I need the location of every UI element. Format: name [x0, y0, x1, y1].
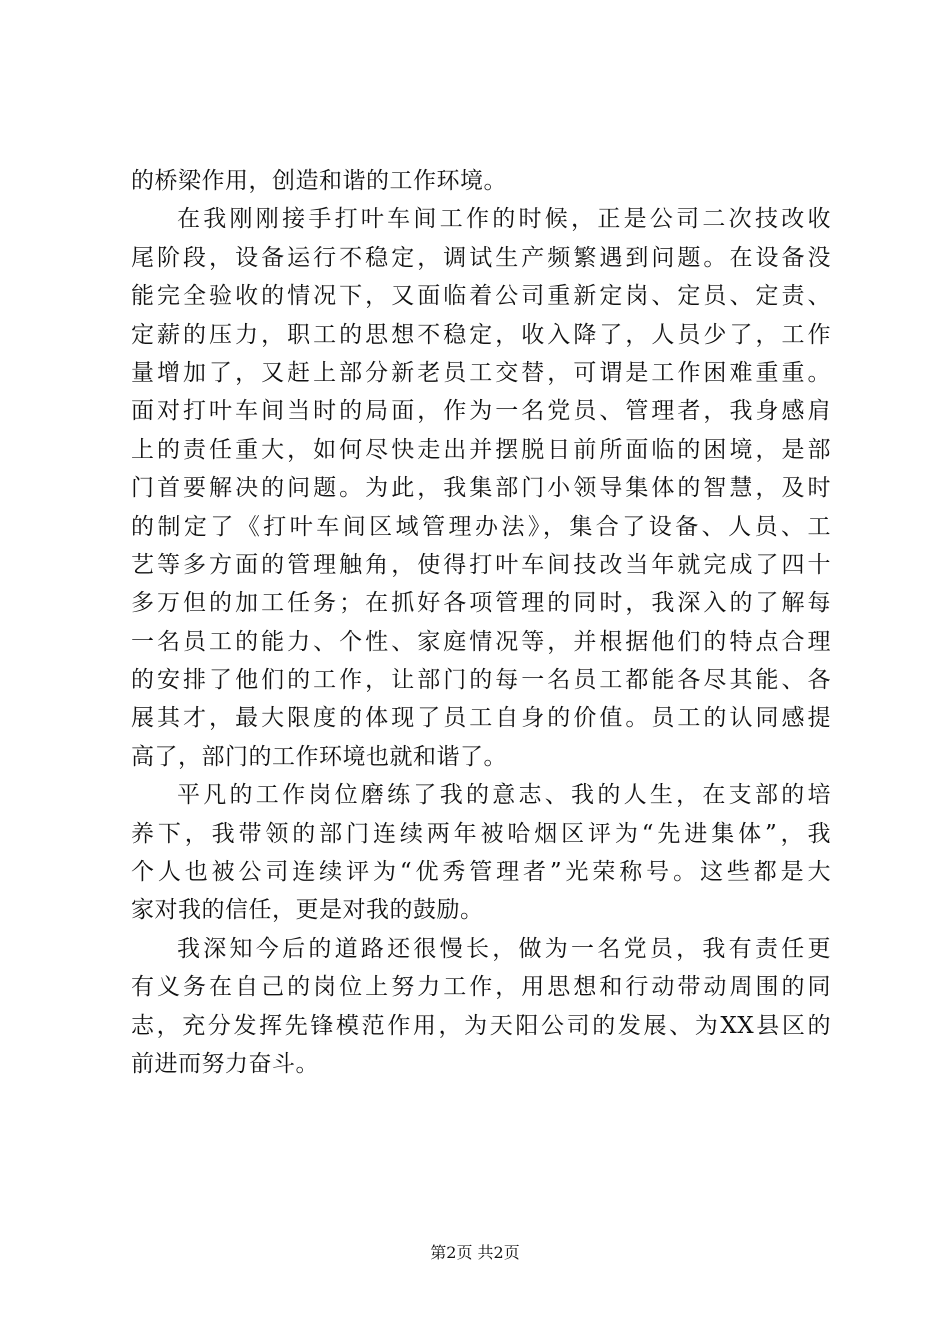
text-line: 门首要解决的问题。为此，我集部门小领导集体的智慧，及时 [131, 475, 831, 502]
text-line: 有义务在自己的岗位上努力工作，用思想和行动带动周围的同 [131, 974, 831, 1001]
text-line: 艺等多方面的管理触角，使得打叶车间技改当年就完成了四十 [131, 551, 831, 578]
text-line: 上的责任重大，如何尽快走出并摆脱日前所面临的困境，是部 [131, 436, 831, 463]
text-line: 志，充分发挥先锋模范作用，为天阳公司的发展、为XX县区的 [131, 1012, 831, 1039]
text-line: 展其才，最大限度的体现了员工自身的价值。员工的认同感提 [131, 705, 831, 732]
text-line: 能完全验收的情况下，又面临着公司重新定岗、定员、定责、 [131, 283, 831, 310]
text-line: 的制定了《打叶车间区域管理办法》，集合了设备、人员、工 [131, 513, 831, 540]
text-line: 量增加了，又赶上部分新老员工交替，可谓是工作困难重重。 [131, 359, 831, 386]
document-body [131, 162, 831, 1083]
text-line: 多万但的加工任务；在抓好各项管理的同时，我深入的了解每 [131, 590, 831, 617]
text-line: 在我刚刚接手打叶车间工作的时候，正是公司二次技改收 [177, 206, 831, 233]
text-line: 前进而努力奋斗。 [131, 1050, 319, 1077]
paragraph [131, 200, 831, 776]
paragraph [131, 162, 831, 200]
text-line: 面对打叶车间当时的局面，作为一名党员、管理者，我身感肩 [131, 398, 831, 425]
text-line: 尾阶段，设备运行不稳定，调试生产频繁遇到问题。在设备没 [131, 244, 831, 271]
text-line: 个人也被公司连续评为“优秀管理者”光荣称号。这些都是大 [131, 859, 831, 886]
text-line: 养下，我带领的部门连续两年被哈烟区评为“先进集体”，我 [131, 820, 831, 847]
paragraph [131, 776, 831, 930]
text-line: 的桥梁作用，创造和谐的工作环境。 [131, 168, 507, 194]
text-line: 一名员工的能力、个性、家庭情况等，并根据他们的特点合理 [131, 628, 831, 655]
text-line: 定薪的压力，职工的思想不稳定，收入降了，人员少了，工作 [131, 321, 831, 348]
text-line: 我深知今后的道路还很慢长，做为一名党员，我有责任更 [177, 935, 831, 962]
paragraph [131, 930, 831, 1084]
page-footer: 第2页 共2页 [430, 1243, 520, 1262]
text-line: 家对我的信任，更是对我的鼓励。 [131, 897, 484, 924]
text-line: 平凡的工作岗位磨练了我的意志、我的人生，在支部的培 [177, 782, 831, 809]
text-line: 的安排了他们的工作，让部门的每一名员工都能各尽其能、各 [131, 667, 831, 694]
text-line: 高了，部门的工作环境也就和谐了。 [131, 743, 507, 770]
